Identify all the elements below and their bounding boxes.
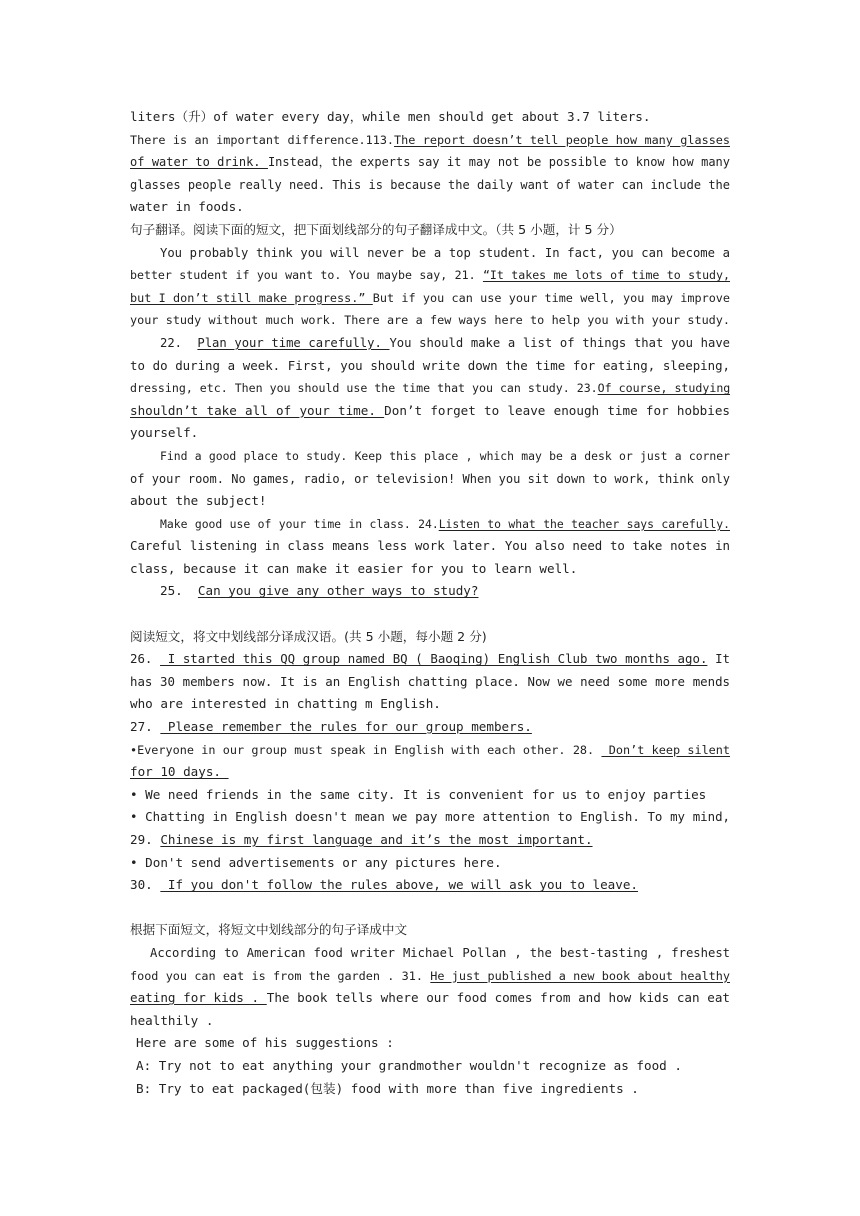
- text: Careful listening in class means less work later. You also need to take notes in: [130, 538, 730, 554]
- text: 22.: [160, 335, 198, 350]
- text-line: [130, 287, 730, 310]
- text: A: Try not to eat anything your grandmother wouldn't recognize as food .: [136, 1057, 682, 1073]
- section-instruction: [130, 219, 730, 242]
- underlined-sentence: Plan your time carefully.: [197, 335, 390, 350]
- text-line: [130, 671, 730, 694]
- text: B: Try to eat packaged(包装) food with more than five ingredients .: [136, 1080, 639, 1096]
- text: class, because it can make it easier for you to learn well.: [130, 560, 578, 576]
- text-line: [130, 332, 730, 355]
- text-line: [130, 242, 730, 265]
- text: You probably think you will never be a top student. In fact, you can become a: [160, 245, 730, 260]
- document-body: [130, 106, 730, 1100]
- text: 29.: [130, 832, 161, 847]
- text: yourself.: [130, 425, 199, 441]
- text: •Everyone in our group must speak in English with each other. 28.: [130, 742, 602, 757]
- underlined-sentence: eating for kids .: [130, 990, 267, 1006]
- text-line: [130, 739, 730, 762]
- text-line: [130, 965, 730, 988]
- text: According to American food writer Michael Pollan , the best-tasting , freshest: [150, 945, 730, 960]
- text: better student if you want to. You maybe say, 21.: [130, 268, 483, 283]
- text-line: [130, 829, 730, 852]
- underlined-sentence: shouldn’t take all of your time.: [130, 402, 385, 418]
- spacer: [130, 897, 730, 920]
- text: of your room. No games, radio, or television! When you sit down to work, think only: [130, 471, 730, 486]
- text: You should make a list of things that you have: [389, 335, 730, 350]
- text: Don’t forget to leave enough time for hobbies: [384, 402, 730, 418]
- text: But if you can use your time well, you may improve: [372, 290, 730, 305]
- text: 27.: [130, 719, 161, 735]
- underlined-sentence: He just published a new book about healthy: [430, 968, 730, 983]
- text: has 30 members now. It is an English chatting place. Now we need some more mends: [130, 673, 730, 689]
- underlined-sentence: Please remember the rules for our group members.: [160, 719, 532, 735]
- underlined-sentence: of water to drink.: [130, 155, 268, 170]
- text-line: [130, 761, 730, 784]
- underlined-sentence: If you don't follow the rules above, we will ask you to leave.: [160, 877, 639, 893]
- text: food you can eat is from the garden . 31.: [130, 968, 431, 983]
- text: glasses people really need. This is because the daily want of water can include the: [130, 177, 730, 192]
- text: • Don't send advertisements or any pictures here.: [130, 854, 502, 870]
- text: The book tells where our food comes from and how kids can eat: [266, 990, 730, 1006]
- text: Make good use of your time in class. 24.: [160, 516, 439, 531]
- section-instruction: [130, 626, 730, 649]
- text-line: [130, 422, 730, 445]
- text-line: [130, 987, 730, 1010]
- text: 26.: [130, 651, 161, 667]
- text: to do during a week. First, you should write down the time for eating, sleeping,: [130, 357, 730, 373]
- text-line: [130, 196, 730, 219]
- text-line: [130, 648, 730, 671]
- text: Here are some of his suggestions :: [136, 1035, 394, 1051]
- text-line: [130, 400, 730, 423]
- text-line: [130, 151, 730, 174]
- text: 25.: [160, 583, 198, 599]
- text-line: [130, 355, 730, 378]
- text-line: [130, 377, 730, 400]
- text-line: [130, 129, 730, 152]
- underlined-sentence: but I don’t still make progress.”: [130, 290, 373, 305]
- text-line: [130, 874, 730, 897]
- text: your study without much work. There are a few ways here to help you with your study.: [130, 313, 730, 328]
- text-line: [130, 174, 730, 197]
- text-line: [130, 445, 730, 468]
- text-line: [130, 558, 730, 581]
- instruction-text: 阅读短文，将文中划线部分译成汉语。(共 5 小题，每小题 2 分): [130, 628, 487, 644]
- text: water in foods.: [130, 199, 244, 215]
- text-line: [130, 513, 730, 536]
- text: It: [707, 651, 730, 667]
- text: 30.: [130, 877, 161, 893]
- text-line: [130, 1032, 730, 1055]
- text: healthily .: [130, 1012, 214, 1028]
- text: liters（升）of water every day，while men should get about 3.7 liters.: [130, 109, 651, 124]
- underlined-sentence: Don’t keep silent: [601, 742, 730, 757]
- text-line: [130, 1055, 730, 1078]
- instruction-text: 句子翻译。阅读下面的短文，把下面划线部分的句子翻译成中文。（共 5 小题，计 5 分）: [130, 221, 622, 237]
- underlined-sentence: “It takes me lots of time to study,: [482, 268, 730, 283]
- text-line: [130, 106, 730, 129]
- text-line: [130, 716, 730, 739]
- instruction-text: 根据下面短文，将短文中划线部分的句子译成中文: [130, 922, 408, 938]
- text-line: [130, 535, 730, 558]
- section-instruction: [130, 919, 730, 942]
- underlined-sentence: Of course, studying: [597, 381, 730, 396]
- text: There is an important difference.113.: [130, 132, 395, 147]
- text-line: [130, 264, 730, 287]
- text-line: [130, 784, 730, 807]
- text: Find a good place to study. Keep this place , which may be a desk or just a corner: [160, 448, 730, 463]
- text-line: [130, 309, 730, 332]
- text-line: [130, 852, 730, 875]
- text-line: [130, 942, 730, 965]
- spacer: [130, 603, 730, 626]
- text-line: [130, 1078, 730, 1101]
- underlined-sentence: The report doesn’t tell people how many glasses: [394, 132, 730, 147]
- text: who are interested in chatting m English.: [130, 696, 441, 712]
- text-line: [130, 580, 730, 603]
- underlined-sentence: Listen to what the teacher says carefully.: [438, 516, 730, 531]
- text-line: [130, 693, 730, 716]
- text-line: [130, 1010, 730, 1033]
- text: dressing, etc. Then you should use the time that you can study. 23.: [130, 381, 598, 396]
- text: about the subject!: [130, 493, 267, 509]
- underlined-sentence: for 10 days.: [130, 764, 229, 780]
- underlined-sentence: Chinese is my first language and it’s the most important.: [160, 832, 593, 847]
- text-line: [130, 468, 730, 491]
- underlined-sentence: I started this QQ group named BQ ( Baoqing) English Club two months ago.: [160, 651, 708, 667]
- text-line: [130, 806, 730, 829]
- text: • We need friends in the same city. It is convenient for us to enjoy parties: [130, 786, 707, 802]
- underlined-sentence: Can you give any other ways to study?: [197, 583, 479, 599]
- text: Instead，the experts say it may not be possible to know how many: [267, 155, 730, 170]
- text-line: [130, 490, 730, 513]
- text: • Chatting in English doesn't mean we pay more attention to English. To my mind,: [130, 809, 730, 825]
